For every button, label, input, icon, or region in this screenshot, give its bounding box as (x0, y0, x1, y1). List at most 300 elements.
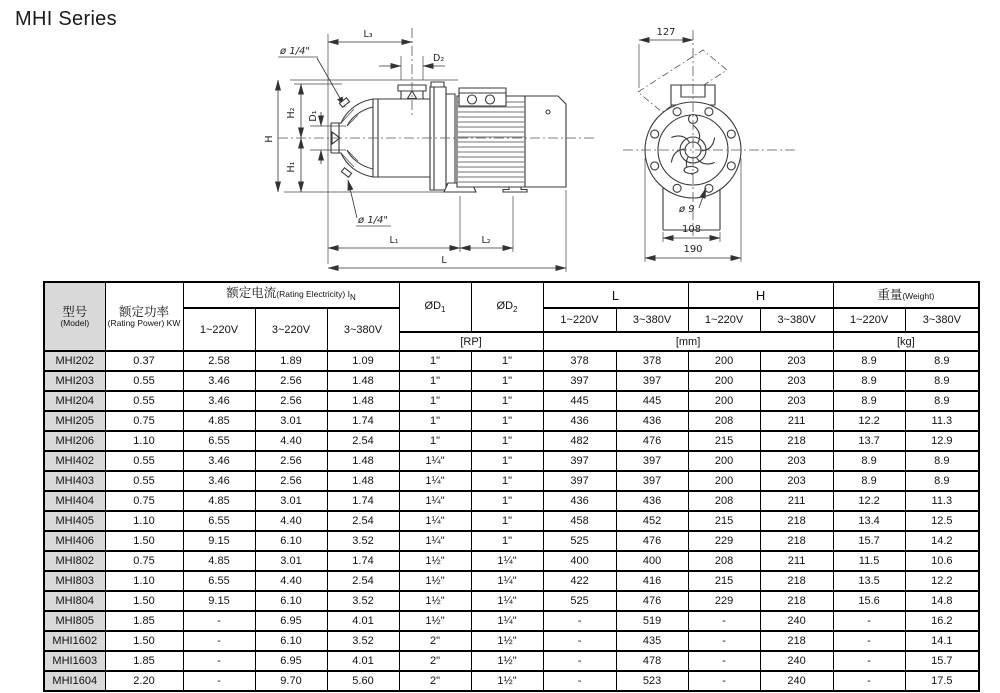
value-cell: 422 (543, 571, 616, 591)
rear-foot (503, 187, 527, 192)
value-cell: 200 (688, 371, 760, 391)
value-cell: 519 (616, 611, 688, 631)
value-cell: 9.15 (183, 591, 255, 611)
col-header-l: L (543, 282, 688, 308)
terminal-box (459, 88, 506, 106)
model-cell: MHI205 (44, 411, 105, 431)
value-cell: 1¼" (471, 591, 543, 611)
value-cell: 0.37 (105, 351, 183, 371)
col-header-current-220: 1~220V (183, 308, 255, 351)
plug-top-label: ø 1/4" (280, 46, 310, 57)
current-header-sub: N (349, 293, 356, 303)
value-cell: 6.95 (255, 611, 327, 631)
value-cell: 1.48 (327, 471, 399, 491)
value-cell: 1.50 (105, 531, 183, 551)
value-cell: 0.55 (105, 371, 183, 391)
table-row (44, 431, 979, 451)
value-cell: - (183, 631, 255, 651)
value-cell: 1.48 (327, 371, 399, 391)
value-cell: 1½" (399, 571, 471, 591)
value-cell: 4.85 (183, 411, 255, 431)
value-cell: 14.1 (905, 631, 979, 651)
plug-bottom-label: ø 1/4" (358, 215, 388, 226)
table-row (44, 551, 979, 571)
col-header-current-3380: 3~380V (327, 308, 399, 351)
model-cell: MHI805 (44, 611, 105, 631)
table-row (44, 571, 979, 591)
value-cell: 13.5 (833, 571, 905, 591)
value-cell: 8.9 (905, 371, 979, 391)
dim-label-d2: D₂ (433, 53, 445, 64)
value-cell: 1" (471, 471, 543, 491)
value-cell: 6.55 (183, 511, 255, 531)
value-cell: 2.56 (255, 371, 327, 391)
value-cell: - (833, 631, 905, 651)
value-cell: 4.40 (255, 511, 327, 531)
value-cell: 200 (688, 391, 760, 411)
value-cell: 400 (543, 551, 616, 571)
value-cell: 200 (688, 471, 760, 491)
value-cell: 5.60 (327, 671, 399, 691)
value-cell: 1½" (399, 551, 471, 571)
value-cell: 8.9 (833, 371, 905, 391)
value-cell: 458 (543, 511, 616, 531)
value-cell: 9.15 (183, 531, 255, 551)
value-cell: 2" (399, 671, 471, 691)
value-cell: 436 (616, 411, 688, 431)
value-cell: 1" (471, 351, 543, 371)
value-cell: 6.55 (183, 571, 255, 591)
dim-label-h2: H₂ (286, 107, 297, 119)
value-cell: - (183, 671, 255, 691)
col-header-model (44, 282, 105, 351)
value-cell: 218 (760, 571, 833, 591)
value-cell: 208 (688, 551, 760, 571)
value-cell: 200 (688, 451, 760, 471)
value-cell: 525 (543, 531, 616, 551)
value-cell: 208 (688, 411, 760, 431)
bolt-hole-icon (673, 184, 681, 192)
value-cell: 240 (760, 671, 833, 691)
value-cell: 1.85 (105, 611, 183, 631)
value-cell: 218 (760, 431, 833, 451)
value-cell: 400 (616, 551, 688, 571)
pump-body (373, 85, 430, 177)
value-cell: 1" (471, 411, 543, 431)
power-header-en: (Rating Power) KW (107, 317, 181, 328)
d2-base: ØD (496, 299, 514, 312)
col-header-d2 (471, 282, 543, 332)
value-cell: 1.74 (327, 411, 399, 431)
value-cell: 1" (399, 431, 471, 451)
value-cell: 1½" (471, 631, 543, 651)
value-cell: 8.9 (833, 391, 905, 411)
value-cell: 1" (471, 451, 543, 471)
col-header-weight (833, 282, 979, 308)
table-row (44, 671, 979, 691)
value-cell: 378 (543, 351, 616, 371)
bolt-hole-icon (651, 130, 659, 138)
dim-label-l1: L₁ (389, 235, 399, 246)
value-cell: 436 (543, 411, 616, 431)
value-cell: 482 (543, 431, 616, 451)
dim-label-h1: H₁ (286, 161, 297, 173)
value-cell: 1" (399, 351, 471, 371)
value-cell: 11.5 (833, 551, 905, 571)
model-cell: MHI804 (44, 591, 105, 611)
d1-sub: 1 (441, 305, 446, 315)
value-cell: 17.5 (905, 671, 979, 691)
value-cell: 211 (760, 491, 833, 511)
value-cell: 2.56 (255, 451, 327, 471)
model-header-zh: 型号 (62, 304, 88, 319)
cable-gland-icon (468, 95, 477, 104)
drain-plug-icon (684, 167, 698, 174)
weight-header-zh: 重量 (877, 287, 903, 302)
value-cell: 445 (616, 391, 688, 411)
value-cell: 1.50 (105, 631, 183, 651)
table-row (44, 471, 979, 491)
dim-label-l: L (441, 255, 447, 266)
value-cell: 8.9 (833, 351, 905, 371)
col-header-h-3380: 3~380V (760, 308, 833, 332)
value-cell: 1" (471, 431, 543, 451)
value-cell: - (183, 611, 255, 631)
value-cell: 1" (399, 411, 471, 431)
value-cell: 1" (471, 391, 543, 411)
value-cell: - (543, 651, 616, 671)
value-cell: 229 (688, 531, 760, 551)
value-cell: 1.74 (327, 491, 399, 511)
model-cell: MHI405 (44, 511, 105, 531)
unit-mm: [mm] (543, 332, 833, 351)
value-cell: 1" (399, 391, 471, 411)
value-cell: 1.10 (105, 511, 183, 531)
value-cell: 2.54 (327, 511, 399, 531)
value-cell: 218 (760, 631, 833, 651)
model-cell: MHI402 (44, 451, 105, 471)
value-cell: - (688, 671, 760, 691)
value-cell: 3.46 (183, 391, 255, 411)
value-cell: 1¼" (399, 471, 471, 491)
value-cell: 1" (471, 371, 543, 391)
pump-suction-casing (331, 98, 373, 177)
value-cell: 445 (543, 391, 616, 411)
value-cell: 6.10 (255, 631, 327, 651)
bolt-hole-icon (651, 162, 659, 170)
value-cell: 11.3 (905, 411, 979, 431)
value-cell: 200 (688, 351, 760, 371)
value-cell: 2.58 (183, 351, 255, 371)
value-cell: 229 (688, 591, 760, 611)
value-cell: 397 (543, 451, 616, 471)
table-row (44, 651, 979, 671)
value-cell: 476 (616, 531, 688, 551)
value-cell: 3.46 (183, 471, 255, 491)
value-cell: 525 (543, 591, 616, 611)
value-cell: 1¼" (399, 531, 471, 551)
value-cell: 0.55 (105, 451, 183, 471)
value-cell: 15.6 (833, 591, 905, 611)
value-cell: 203 (760, 451, 833, 471)
value-cell: 240 (760, 651, 833, 671)
col-header-power (105, 282, 183, 351)
value-cell: 14.2 (905, 531, 979, 551)
value-cell: 1.89 (255, 351, 327, 371)
drain-plug-bottom (341, 168, 351, 177)
value-cell: 1.48 (327, 451, 399, 471)
value-cell: 218 (760, 531, 833, 551)
value-cell: - (833, 671, 905, 691)
value-cell: - (183, 651, 255, 671)
col-header-current (183, 282, 399, 308)
model-cell: MHI403 (44, 471, 105, 491)
value-cell: 523 (616, 671, 688, 691)
value-cell: 218 (760, 511, 833, 531)
value-cell: 1½" (399, 611, 471, 631)
value-cell: 2.56 (255, 471, 327, 491)
bolt-hole-icon (727, 162, 735, 170)
side-view-diagram (260, 20, 600, 272)
value-cell: 2" (399, 631, 471, 651)
table-row (44, 531, 979, 551)
value-cell: 3.01 (255, 491, 327, 511)
value-cell: 1" (399, 371, 471, 391)
dim-label-h: H (264, 135, 275, 143)
value-cell: 4.85 (183, 551, 255, 571)
value-cell: 3.46 (183, 451, 255, 471)
table-row (44, 351, 979, 371)
value-cell: 8.9 (833, 451, 905, 471)
value-cell: 215 (688, 431, 760, 451)
value-cell: 1¼" (471, 571, 543, 591)
col-header-h: H (688, 282, 833, 308)
col-header-w-3380: 3~380V (905, 308, 979, 332)
value-cell: 2.54 (327, 431, 399, 451)
col-header-h-220: 1~220V (688, 308, 760, 332)
model-cell: MHI404 (44, 491, 105, 511)
value-cell: 1" (471, 511, 543, 531)
value-cell: 240 (760, 611, 833, 631)
value-cell: 3.52 (327, 531, 399, 551)
model-cell: MHI406 (44, 531, 105, 551)
value-cell: 1.09 (327, 351, 399, 371)
table-row (44, 391, 979, 411)
value-cell: 397 (543, 371, 616, 391)
current-header-en: (Rating Electricity) I (276, 289, 350, 300)
dim-label-l2: L₂ (481, 235, 491, 246)
value-cell: 2" (399, 651, 471, 671)
dim-label-127: 127 (656, 27, 676, 38)
model-cell: MHI203 (44, 371, 105, 391)
value-cell: 15.7 (905, 651, 979, 671)
col-header-w-220: 1~220V (833, 308, 905, 332)
value-cell: 2.54 (327, 571, 399, 591)
value-cell: 397 (616, 371, 688, 391)
value-cell: 8.9 (833, 471, 905, 491)
value-cell: 14.8 (905, 591, 979, 611)
value-cell: 435 (616, 631, 688, 651)
col-header-d1 (399, 282, 471, 332)
col-header-l-3380: 3~380V (616, 308, 688, 332)
value-cell: 215 (688, 511, 760, 531)
model-cell: MHI803 (44, 571, 105, 591)
value-cell: 211 (760, 551, 833, 571)
d1-base: ØD (424, 299, 442, 312)
value-cell: 1.50 (105, 591, 183, 611)
value-cell: 1.48 (327, 391, 399, 411)
value-cell: 15.7 (833, 531, 905, 551)
value-cell: 0.75 (105, 551, 183, 571)
value-cell: 1¼" (471, 611, 543, 631)
value-cell: 1.10 (105, 431, 183, 451)
value-cell: 378 (616, 351, 688, 371)
value-cell: 10.6 (905, 551, 979, 571)
value-cell: 203 (760, 371, 833, 391)
spec-table (43, 281, 980, 692)
model-cell: MHI1604 (44, 671, 105, 691)
bolt-hole-icon (705, 108, 713, 116)
value-cell: 3.01 (255, 411, 327, 431)
dim-label-d1: D₁ (308, 110, 319, 122)
value-cell: 12.9 (905, 431, 979, 451)
value-cell: 8.9 (905, 351, 979, 371)
table-row (44, 611, 979, 631)
value-cell: 203 (760, 471, 833, 491)
value-cell: 211 (760, 411, 833, 431)
value-cell: 4.01 (327, 611, 399, 631)
value-cell: 4.40 (255, 431, 327, 451)
value-cell: 8.9 (905, 391, 979, 411)
value-cell: 452 (616, 511, 688, 531)
value-cell: 9.70 (255, 671, 327, 691)
model-cell: MHI802 (44, 551, 105, 571)
table-row (44, 591, 979, 611)
value-cell: 0.75 (105, 411, 183, 431)
value-cell: 1¼" (399, 511, 471, 531)
front-view-diagram (615, 18, 805, 268)
value-cell: 0.55 (105, 391, 183, 411)
value-cell: 11.3 (905, 491, 979, 511)
model-cell: MHI1602 (44, 631, 105, 651)
value-cell: 1¼" (471, 551, 543, 571)
value-cell: 436 (616, 491, 688, 511)
value-cell: 397 (616, 471, 688, 491)
value-cell: 0.55 (105, 471, 183, 491)
value-cell: 476 (616, 591, 688, 611)
current-header-zh: 额定电流 (226, 286, 277, 301)
value-cell: 1½" (471, 671, 543, 691)
value-cell: 4.40 (255, 571, 327, 591)
motor (457, 88, 566, 192)
value-cell: 12.2 (833, 411, 905, 431)
model-cell: MHI206 (44, 431, 105, 451)
value-cell: - (543, 611, 616, 631)
value-cell: 203 (760, 351, 833, 371)
value-cell: 8.9 (905, 451, 979, 471)
value-cell: 1.10 (105, 571, 183, 591)
value-cell: 16.2 (905, 611, 979, 631)
dim-label-l3: L₃ (363, 29, 373, 40)
value-cell: 203 (760, 391, 833, 411)
value-cell: 4.01 (327, 651, 399, 671)
spec-table-body (44, 351, 979, 691)
value-cell: 12.2 (833, 491, 905, 511)
value-cell: 13.7 (833, 431, 905, 451)
value-cell: 397 (616, 451, 688, 471)
value-cell: - (688, 631, 760, 651)
value-cell: 13.4 (833, 511, 905, 531)
dim-label-108: 108 (681, 224, 702, 235)
col-header-current-3220: 3~220V (255, 308, 327, 351)
value-cell: 218 (760, 591, 833, 611)
value-cell: 1.74 (327, 551, 399, 571)
hole-label: ø 9 (679, 204, 695, 215)
value-cell: 2.20 (105, 671, 183, 691)
value-cell: 12.2 (905, 571, 979, 591)
power-header-zh: 额定功率 (118, 304, 169, 319)
table-row (44, 411, 979, 431)
value-cell: - (543, 631, 616, 651)
value-cell: - (688, 611, 760, 631)
value-cell: - (543, 671, 616, 691)
value-cell: 215 (688, 571, 760, 591)
value-cell: 436 (543, 491, 616, 511)
unit-kg: [kg] (833, 332, 979, 351)
value-cell: - (688, 651, 760, 671)
value-cell: 12.5 (905, 511, 979, 531)
table-header-row-1 (44, 282, 979, 308)
bolt-hole-icon (673, 108, 681, 116)
value-cell: 3.01 (255, 551, 327, 571)
value-cell: 1½" (399, 591, 471, 611)
value-cell: 4.85 (183, 491, 255, 511)
value-cell: 1" (471, 531, 543, 551)
value-cell: - (833, 651, 905, 671)
cable-gland-icon (486, 95, 495, 104)
table-row (44, 631, 979, 651)
weight-header-en: (Weight) (902, 290, 935, 301)
value-cell: 478 (616, 651, 688, 671)
table-row (44, 511, 979, 531)
d2-sub: 2 (513, 305, 518, 315)
page-title: MHI Series (15, 8, 117, 30)
table-row (44, 371, 979, 391)
model-cell: MHI202 (44, 351, 105, 371)
dim-label-190: 190 (683, 244, 703, 255)
value-cell: 416 (616, 571, 688, 591)
value-cell: 1¼" (399, 491, 471, 511)
model-cell: MHI1603 (44, 651, 105, 671)
col-header-l-220: 1~220V (543, 308, 616, 332)
unit-rp: [RP] (399, 332, 543, 351)
value-cell: 0.75 (105, 491, 183, 511)
value-cell: 1¼" (399, 451, 471, 471)
value-cell: 3.52 (327, 631, 399, 651)
model-header-en: (Model) (60, 317, 90, 328)
value-cell: 397 (543, 471, 616, 491)
value-cell: 6.10 (255, 591, 327, 611)
value-cell: 208 (688, 491, 760, 511)
value-cell: 1½" (471, 651, 543, 671)
value-cell: 8.9 (905, 471, 979, 491)
value-cell: 1.85 (105, 651, 183, 671)
value-cell: - (833, 611, 905, 631)
value-cell: 6.55 (183, 431, 255, 451)
value-cell: 3.46 (183, 371, 255, 391)
value-cell: 1" (471, 491, 543, 511)
value-cell: 476 (616, 431, 688, 451)
